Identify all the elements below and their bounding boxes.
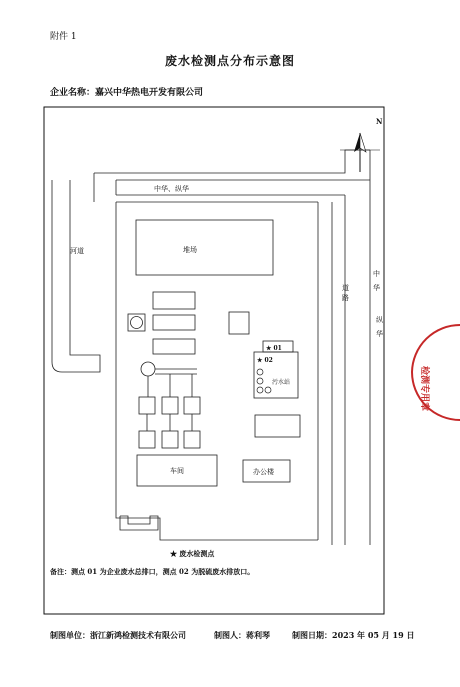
building-c bbox=[229, 312, 249, 334]
remark-note: 备注：测点 01 为企业废水总排口，测点 02 为脱硫废水排放口。 bbox=[50, 567, 255, 576]
company-stamp bbox=[412, 325, 460, 420]
building-e bbox=[255, 415, 300, 437]
svg-text:检测专用章: 检测专用章 bbox=[419, 366, 429, 412]
yard-label: 堆场 bbox=[183, 246, 197, 254]
legend-star-label: ★ 废水检测点 bbox=[170, 549, 215, 558]
attachment-label: 附件 1 bbox=[50, 32, 77, 42]
office-label: 办公楼 bbox=[253, 468, 274, 476]
building-d bbox=[153, 339, 195, 354]
point-01-marker: ★ 01 bbox=[266, 345, 282, 352]
road-right-label-1: 道 bbox=[342, 284, 349, 292]
road-zonghua-1: 纵 bbox=[376, 316, 383, 324]
process-equipment bbox=[139, 362, 200, 448]
building-b bbox=[153, 315, 195, 330]
sewage-tanks-icon bbox=[257, 369, 271, 393]
footer-unit: 制图单位：浙江新鸿检测技术有限公司 bbox=[50, 630, 186, 640]
factory-boundary-left bbox=[116, 202, 318, 540]
sewage-station-label: 污水站 bbox=[272, 379, 291, 386]
footer-date: 制图日期：2023 年 05 月 19 日 bbox=[292, 630, 415, 640]
point-02-marker: ★ 02 bbox=[257, 357, 273, 364]
river-road-label: 河道 bbox=[70, 247, 84, 255]
company-name: 企业名称：嘉兴中华热电开发有限公司 bbox=[50, 88, 204, 98]
road-top-outer bbox=[94, 150, 370, 173]
road-zhonghua-1: 中 bbox=[373, 270, 380, 278]
round-tank-icon bbox=[131, 317, 143, 329]
road-zonghua-2: 华 bbox=[376, 330, 383, 338]
river-road bbox=[52, 180, 100, 372]
yard-building bbox=[136, 220, 273, 275]
road-top-label: 中华、纵华 bbox=[154, 185, 189, 193]
north-label: N bbox=[376, 117, 383, 126]
map-frame bbox=[44, 107, 384, 614]
north-arrow-icon bbox=[340, 133, 380, 172]
road-right-label-2: 路 bbox=[342, 294, 349, 302]
road-zhonghua-2: 华 bbox=[373, 284, 380, 292]
page-title: 废水检测点分布示意图 bbox=[164, 54, 295, 68]
building-a bbox=[153, 292, 195, 309]
workshop-label: 车间 bbox=[170, 467, 184, 475]
footer-person: 制图人：蒋利琴 bbox=[214, 630, 270, 640]
